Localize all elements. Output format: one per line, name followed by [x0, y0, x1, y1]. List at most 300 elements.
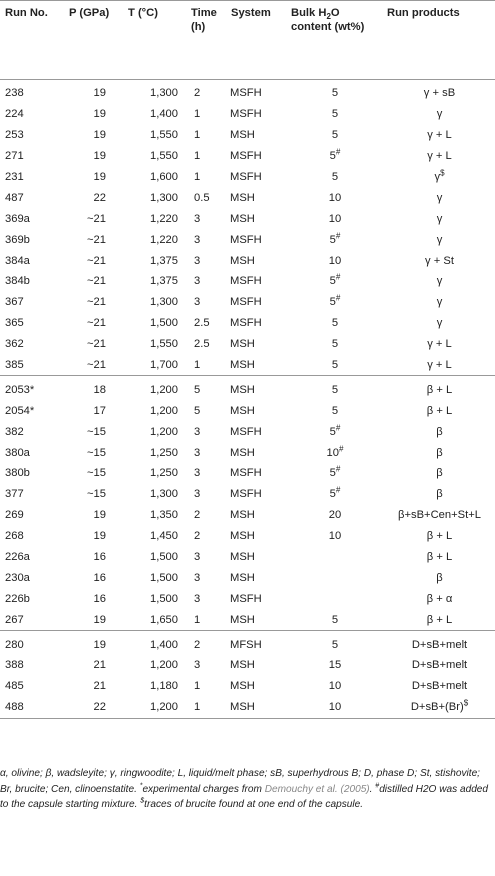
cell-pressure-text: ~21 [87, 296, 106, 309]
cell-run-no [0, 146, 64, 167]
cell-time-text: 3 [194, 551, 201, 564]
cell-system [226, 250, 286, 271]
cell-bulk-water [286, 588, 382, 609]
footnote-star-mark: * [139, 782, 143, 790]
cell-run-products-text: β + L [426, 530, 453, 543]
footnote-marker: # [339, 443, 344, 453]
cell-bulk-water [286, 313, 382, 334]
cell-bulk-water [286, 609, 382, 630]
cell-bulk-water [286, 400, 382, 421]
cell-time-text: 3 [194, 425, 201, 438]
cell-temperature-text: 1,220 [150, 233, 178, 246]
cell-system [226, 187, 286, 208]
cell-temperature [114, 271, 186, 292]
cell-system [226, 167, 286, 188]
cell-run-products-text: β + L [426, 613, 453, 626]
cell-temperature-text: 1,200 [150, 701, 178, 714]
cell-system [226, 463, 286, 484]
footnote-marker: # [335, 293, 341, 303]
cell-time-text: 3 [194, 592, 201, 605]
cell-temperature [114, 609, 186, 630]
cell-run-products [382, 313, 495, 334]
cell-temperature [114, 292, 186, 313]
cell-time [186, 655, 226, 676]
cell-run-no [0, 292, 64, 313]
cell-pressure [64, 80, 114, 104]
cell-system [226, 526, 286, 547]
footnote-marker: # [335, 464, 341, 474]
cell-run-no [0, 442, 64, 463]
cell-run-no-text: 269 [5, 509, 24, 522]
cell-pressure-text: 19 [93, 129, 106, 142]
table-row [0, 547, 495, 568]
cell-bulk-water-text: 5 [331, 317, 339, 330]
cell-pressure [64, 400, 114, 421]
cell-run-products-text: β [436, 425, 443, 438]
cell-pressure-text: 19 [93, 150, 106, 163]
cell-pressure-text: 19 [93, 87, 106, 100]
cell-temperature [114, 631, 186, 655]
cell-run-products-text: β [436, 571, 443, 584]
footnote-marker: # [335, 485, 341, 495]
cell-temperature-text: 1,550 [150, 150, 178, 163]
table-row [0, 484, 495, 505]
cell-run-products [382, 567, 495, 588]
cell-run-products [382, 125, 495, 146]
cell-temperature [114, 313, 186, 334]
cell-system-text: MSH [230, 509, 255, 522]
cell-time [186, 334, 226, 355]
cell-run-no-text: 268 [5, 530, 24, 543]
cell-bulk-water [286, 463, 382, 484]
cell-run-products [382, 609, 495, 630]
cell-temperature [114, 655, 186, 676]
cell-pressure-text: 19 [93, 638, 106, 651]
cell-run-products-text: γ + L [427, 129, 452, 142]
cell-run-products [382, 271, 495, 292]
cell-temperature [114, 125, 186, 146]
cell-run-products-text: γ [434, 171, 441, 183]
cell-system-text: MSH [230, 191, 255, 204]
cell-pressure [64, 588, 114, 609]
cell-run-no [0, 631, 64, 655]
cell-run-products-text: γ + St [425, 254, 454, 267]
cell-bulk-water [286, 376, 382, 400]
cell-system [226, 292, 286, 313]
cell-bulk-water-text: 5 [329, 296, 336, 309]
header-temperature: T (°C) [114, 1, 186, 80]
header-row [0, 1, 495, 80]
footnote-dollar-text: traces of brucite found at one end of the capsule. [144, 799, 364, 810]
cell-run-no-text: 380a [5, 446, 30, 459]
table-row [0, 355, 495, 376]
cell-bulk-water [286, 631, 382, 655]
cell-run-products [382, 505, 495, 526]
footnote-marker: $ [463, 698, 469, 708]
cell-run-no-text: 382 [5, 425, 24, 438]
cell-run-no [0, 334, 64, 355]
cell-run-no-text: 226b [5, 592, 30, 605]
cell-temperature [114, 697, 186, 718]
cell-time-text: 3 [194, 446, 201, 459]
cell-temperature-text: 1,200 [150, 383, 178, 396]
cell-system-text: MSFH [230, 87, 262, 100]
cell-run-products [382, 376, 495, 400]
cell-time [186, 526, 226, 547]
cell-time [186, 104, 226, 125]
cell-system [226, 484, 286, 505]
cell-system-text: MSH [230, 680, 255, 693]
cell-time-text: 3 [194, 233, 201, 246]
cell-bulk-water-text: 10 [328, 680, 342, 693]
table-row [0, 104, 495, 125]
cell-temperature [114, 208, 186, 229]
cell-pressure-text: ~21 [87, 359, 106, 372]
cell-system-text: MSFH [230, 275, 262, 288]
cell-time-text: 2.5 [194, 317, 210, 330]
cell-system [226, 588, 286, 609]
cell-system-text: MSH [230, 129, 255, 142]
cell-bulk-water [286, 505, 382, 526]
cell-temperature [114, 567, 186, 588]
cell-time [186, 313, 226, 334]
cell-temperature [114, 167, 186, 188]
cell-system-text: MSFH [230, 171, 262, 183]
cell-pressure-text: 18 [93, 383, 106, 396]
header-water-sub: 2 [326, 12, 331, 22]
cell-run-no-text: 280 [5, 638, 24, 651]
table-row [0, 313, 495, 334]
cell-time-text: 1 [194, 613, 201, 626]
cell-temperature-text: 1,400 [150, 108, 178, 121]
cell-run-products [382, 547, 495, 568]
cell-system-text: MSH [230, 571, 255, 584]
cell-run-no [0, 271, 64, 292]
footnote-hash-mark: # [375, 782, 380, 790]
cell-temperature [114, 104, 186, 125]
cell-run-no-text: 2053* [5, 383, 35, 396]
cell-bulk-water-text: 5 [331, 638, 339, 651]
cell-temperature-text: 1,250 [150, 467, 178, 480]
cell-pressure [64, 125, 114, 146]
cell-pressure [64, 146, 114, 167]
cell-pressure [64, 271, 114, 292]
cell-time-text: 2 [194, 638, 201, 651]
cell-temperature-text: 1,300 [150, 296, 178, 309]
cell-run-products [382, 463, 495, 484]
group-wadsleyite [0, 376, 495, 631]
cell-temperature-text: 1,200 [150, 425, 178, 438]
cell-temperature [114, 187, 186, 208]
cell-bulk-water-text: 5 [331, 108, 339, 121]
cell-temperature-text: 1,220 [150, 212, 178, 225]
cell-system [226, 505, 286, 526]
cell-pressure [64, 631, 114, 655]
cell-run-products-text: γ + sB [423, 87, 456, 100]
cell-time [186, 442, 226, 463]
cell-temperature [114, 400, 186, 421]
cell-bulk-water-text: 5 [329, 233, 336, 246]
cell-run-no-text: 369a [5, 212, 30, 225]
cell-run-no-text: 362 [5, 338, 24, 351]
table-row [0, 271, 495, 292]
cell-time [186, 187, 226, 208]
cell-run-no-text: 388 [5, 659, 24, 672]
footnote-reference-link[interactable]: Demouchy et al. (2005) [264, 783, 370, 795]
cell-run-no [0, 526, 64, 547]
cell-run-no [0, 676, 64, 697]
cell-system-text: MFSH [230, 638, 262, 651]
cell-bulk-water [286, 104, 382, 125]
cell-temperature-text: 1,300 [150, 191, 178, 204]
cell-time-text: 1 [194, 129, 201, 142]
cell-temperature-text: 1,180 [150, 680, 178, 693]
cell-time-text: 3 [194, 467, 201, 480]
cell-run-products-text: β + L [426, 404, 453, 417]
cell-system-text: MSH [230, 404, 255, 417]
cell-run-no [0, 588, 64, 609]
cell-run-no-text: 380b [5, 467, 30, 480]
table-row [0, 442, 495, 463]
cell-bulk-water-text: 5 [331, 338, 339, 351]
table-row [0, 400, 495, 421]
cell-run-no-text: 384a [5, 254, 30, 267]
cell-bulk-water [286, 442, 382, 463]
cell-run-no-text: 488 [5, 701, 24, 714]
cell-pressure-text: ~15 [87, 488, 106, 501]
table-row [0, 376, 495, 400]
cell-run-products [382, 697, 495, 718]
table-row [0, 526, 495, 547]
cell-bulk-water [286, 655, 382, 676]
cell-bulk-water-text: 5 [331, 404, 339, 417]
cell-time-text: 1 [194, 701, 201, 714]
cell-run-products-text: D+sB+melt [411, 680, 468, 693]
cell-system [226, 676, 286, 697]
cell-bulk-water [286, 334, 382, 355]
cell-temperature-text: 1,350 [150, 509, 178, 522]
cell-temperature [114, 229, 186, 250]
cell-time [186, 421, 226, 442]
cell-run-products [382, 631, 495, 655]
footnote-marker: # [335, 230, 341, 240]
cell-time [186, 463, 226, 484]
cell-run-no-text: 487 [5, 191, 24, 204]
cell-temperature-text: 1,550 [150, 129, 178, 142]
cell-run-products [382, 421, 495, 442]
cell-run-no-text: 271 [5, 150, 24, 163]
cell-run-no-text: 377 [5, 488, 24, 501]
table-row [0, 567, 495, 588]
cell-temperature [114, 484, 186, 505]
cell-run-no [0, 167, 64, 188]
cell-run-products-text: β + L [426, 551, 453, 564]
cell-time [186, 609, 226, 630]
cell-run-products-text: γ [436, 212, 443, 225]
cell-system-text: MSFH [230, 467, 262, 480]
cell-system-text: MSFH [230, 150, 262, 163]
cell-time [186, 208, 226, 229]
cell-run-no [0, 609, 64, 630]
cell-time [186, 547, 226, 568]
cell-bulk-water-text: 10 [328, 701, 342, 714]
header-water-post: O content (wt%) [291, 7, 365, 33]
table-row [0, 655, 495, 676]
cell-system [226, 313, 286, 334]
cell-bulk-water [286, 567, 382, 588]
cell-temperature [114, 526, 186, 547]
cell-pressure-text: 16 [93, 571, 106, 584]
cell-run-no [0, 376, 64, 400]
cell-bulk-water [286, 271, 382, 292]
cell-run-no [0, 655, 64, 676]
cell-temperature-text: 1,300 [150, 87, 178, 100]
cell-run-no [0, 421, 64, 442]
cell-time-text: 3 [194, 659, 201, 672]
cell-time [186, 676, 226, 697]
cell-temperature-text: 1,550 [150, 338, 178, 351]
cell-temperature [114, 547, 186, 568]
header-system: System [226, 1, 286, 80]
cell-time-text: 3 [194, 212, 201, 225]
cell-system [226, 125, 286, 146]
cell-system-text: MSFH [230, 425, 262, 438]
cell-pressure-text: 22 [93, 191, 106, 204]
cell-pressure-text: 22 [93, 701, 106, 714]
cell-system [226, 400, 286, 421]
cell-temperature [114, 146, 186, 167]
cell-bulk-water [286, 80, 382, 104]
cell-pressure [64, 334, 114, 355]
cell-time-text: 5 [194, 383, 201, 396]
cell-pressure [64, 229, 114, 250]
cell-system [226, 355, 286, 376]
cell-bulk-water-text: 10 [328, 530, 342, 543]
group-phase-d [0, 631, 495, 719]
cell-bulk-water-text: 10 [328, 191, 342, 204]
cell-system [226, 271, 286, 292]
cell-run-products [382, 676, 495, 697]
cell-run-products-text: D+sB+melt [411, 659, 468, 672]
cell-bulk-water-text: 5 [331, 613, 339, 626]
cell-run-products-text: β + L [426, 383, 453, 396]
cell-time [186, 271, 226, 292]
cell-time [186, 125, 226, 146]
cell-run-products [382, 80, 495, 104]
cell-run-no [0, 208, 64, 229]
cell-system [226, 146, 286, 167]
cell-pressure [64, 187, 114, 208]
cell-bulk-water-text: 5 [331, 129, 339, 142]
cell-pressure-text: ~21 [87, 212, 106, 225]
cell-run-no [0, 125, 64, 146]
cell-temperature [114, 588, 186, 609]
cell-temperature-text: 1,650 [150, 613, 178, 626]
cell-bulk-water-text: 10 [328, 212, 342, 225]
cell-run-products [382, 400, 495, 421]
table-row [0, 80, 495, 104]
cell-pressure-text: 16 [93, 592, 106, 605]
cell-bulk-water [286, 167, 382, 188]
cell-pressure [64, 292, 114, 313]
cell-time [186, 505, 226, 526]
cell-system [226, 631, 286, 655]
cell-bulk-water [286, 421, 382, 442]
cell-time-text: 1 [194, 359, 201, 372]
cell-time [186, 167, 226, 188]
cell-system-text: MSH [230, 338, 255, 351]
cell-bulk-water [286, 229, 382, 250]
table-row [0, 676, 495, 697]
cell-time-text: 3 [194, 296, 201, 309]
cell-run-products-text: γ + L [427, 150, 452, 163]
cell-system [226, 697, 286, 718]
cell-run-no-text: 226a [5, 551, 30, 564]
cell-run-no-text: 224 [5, 108, 24, 121]
cell-temperature [114, 442, 186, 463]
cell-run-products-text: D+sB+melt [411, 638, 468, 651]
cell-run-products-text: γ + L [427, 338, 452, 351]
cell-pressure-text: 19 [93, 108, 106, 121]
cell-bulk-water-text: 5 [329, 150, 336, 163]
cell-pressure [64, 567, 114, 588]
footnote-marker: $ [440, 168, 445, 178]
cell-pressure-text: ~15 [87, 425, 106, 438]
cell-run-no-text: 231 [5, 171, 24, 183]
cell-bulk-water [286, 697, 382, 718]
table-row [0, 167, 495, 188]
cell-temperature-text: 1,500 [150, 571, 178, 584]
cell-pressure [64, 609, 114, 630]
cell-system-text: MSFH [230, 233, 262, 246]
cell-run-products [382, 442, 495, 463]
cell-run-no [0, 463, 64, 484]
cell-system-text: MSH [230, 701, 255, 714]
cell-bulk-water [286, 250, 382, 271]
cell-run-products [382, 588, 495, 609]
cell-bulk-water [286, 292, 382, 313]
cell-run-products-text: γ [436, 275, 443, 288]
cell-system [226, 208, 286, 229]
cell-time-text: 0.5 [194, 191, 210, 204]
table-row [0, 588, 495, 609]
cell-run-no-text: 365 [5, 317, 24, 330]
cell-run-no [0, 313, 64, 334]
cell-pressure [64, 442, 114, 463]
cell-run-no [0, 697, 64, 718]
cell-time-text: 1 [194, 171, 201, 183]
header-bulk-water [286, 1, 382, 80]
cell-time [186, 355, 226, 376]
cell-time-text: 2 [194, 87, 201, 100]
cell-run-no [0, 547, 64, 568]
table-row [0, 631, 495, 655]
cell-temperature-text: 1,700 [150, 359, 178, 372]
cell-time-text: 3 [194, 254, 201, 267]
cell-system-text: MSH [230, 551, 255, 564]
cell-run-no-text: 253 [5, 129, 24, 142]
footnote-abbreviations: α, olivine; β, wadsleyite; γ, ringwoodite; L, liquid/melt phase; sB, superhydrous B; D, phase D; St, stishovite; Br, brucite; Cen, clinoenstatite. [0, 768, 480, 795]
cell-run-products-text: γ [436, 233, 443, 246]
cell-run-no [0, 400, 64, 421]
cell-system [226, 229, 286, 250]
cell-temperature-text: 1,300 [150, 488, 178, 501]
cell-run-products [382, 146, 495, 167]
table-row [0, 292, 495, 313]
footnote-ref-end: . [369, 783, 376, 795]
cell-pressure [64, 104, 114, 125]
header-run-no: Run No. [0, 1, 64, 80]
